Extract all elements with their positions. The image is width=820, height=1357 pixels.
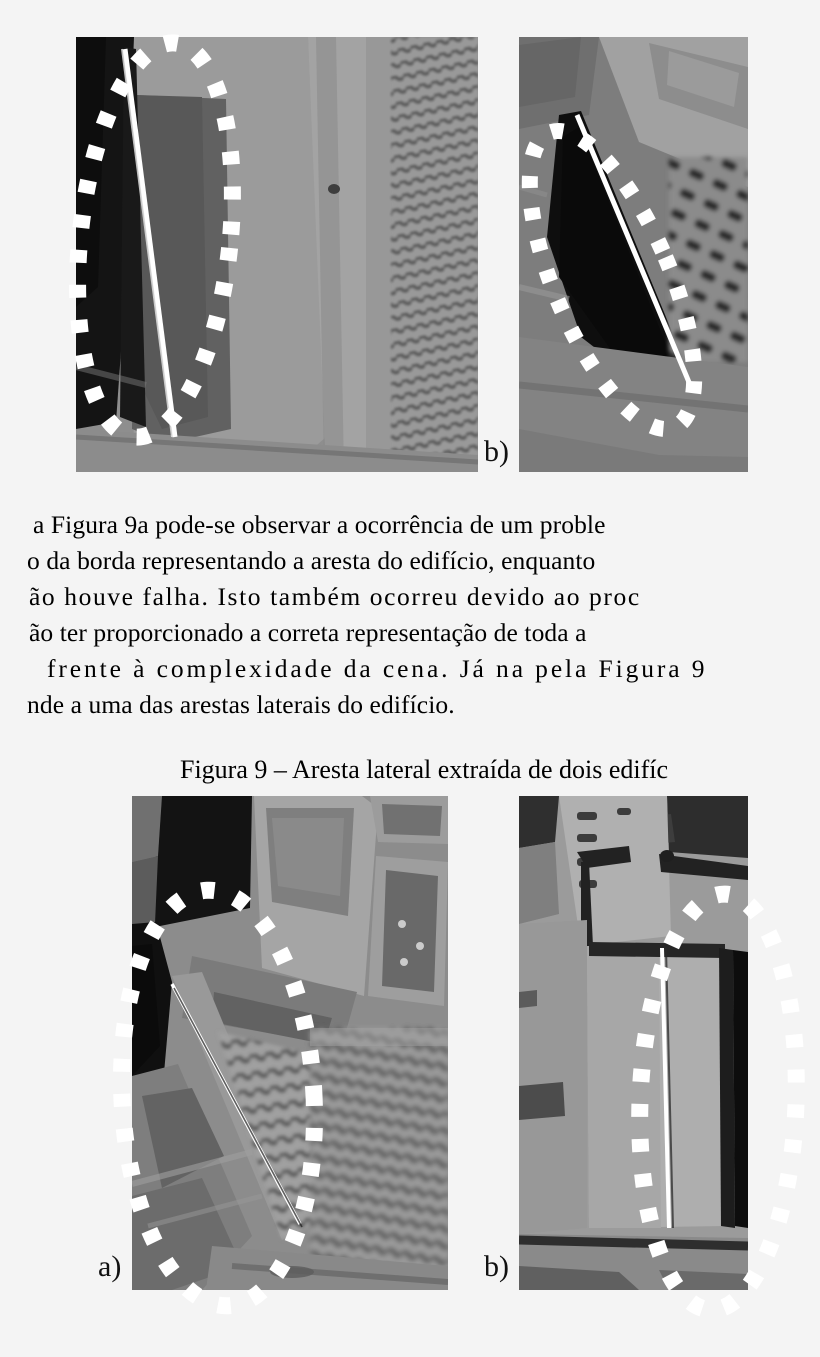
panel-label-bottom-b: b) xyxy=(484,1250,509,1283)
body-line-3: ão houve falha. Isto também ocorreu devido ao proc xyxy=(29,582,641,611)
panel-label-top-b: b) xyxy=(484,435,509,468)
body-paragraph xyxy=(0,512,820,728)
figure-panel-top-left xyxy=(76,37,478,472)
body-line-1: a Figura 9a pode-se observar a ocorrência de um proble xyxy=(33,512,606,539)
extracted-edge-line-bottom-right xyxy=(519,796,748,1290)
figure-caption xyxy=(0,757,820,797)
figure-panel-top-right xyxy=(519,37,748,472)
figure-caption-text: Figura 9 – Aresta lateral extraída de dois edifíc xyxy=(180,757,669,784)
body-line-2: o da borda representando a aresta do edifício, enquanto xyxy=(27,546,596,575)
extracted-edge-line-top-right xyxy=(519,37,748,472)
extracted-edge-line-bottom-left xyxy=(132,796,448,1290)
panel-label-bottom-a: a) xyxy=(98,1250,122,1283)
body-line-5: frente à complexidade da cena. Já na pela Figura 9 xyxy=(47,654,708,683)
body-line-4: ão ter proporcionado a correta representação de toda a xyxy=(29,618,587,647)
body-line-6: nde a uma das arestas laterais do edifício. xyxy=(27,690,455,719)
figure-panel-bottom-right xyxy=(519,796,748,1290)
figure-panel-bottom-left xyxy=(132,796,448,1290)
extracted-edge-line-top-left xyxy=(76,37,478,472)
